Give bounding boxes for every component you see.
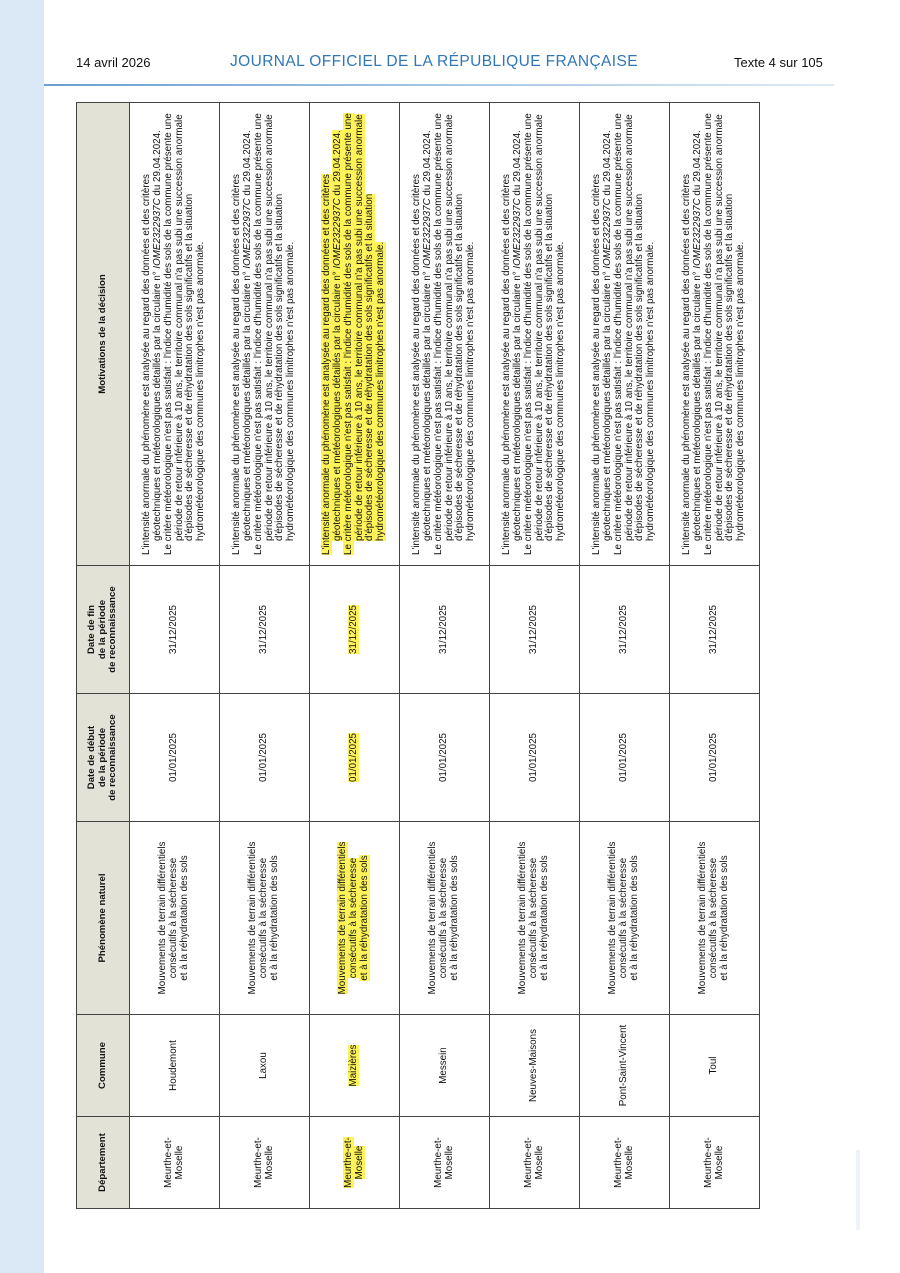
cell-date-fin bbox=[580, 566, 670, 694]
motivation-paragraph-1: L'intensité anormale du phénomène est analysée au regard des données et des critères géotechniques et météorologiques détaillés par la circulaire n° IOME2322937C du 29.04.2024. bbox=[230, 130, 253, 555]
cell-date-debut bbox=[580, 694, 670, 822]
motivation-paragraph-2: Le critère météorologique n'est pas satisfait : l'indice d'humidité des sols de la commune présente une période de retour inférieure à 10 ans, le territoire communal n'a pas subi une succession anormale d'épisodes de sécheresse et de réhydratation des sols significatifs et la situation hydrométéorologique des communes limitrophes n'est pas anormale. bbox=[252, 113, 297, 555]
phenomene-line-2: consécutifs à la sécheresse bbox=[348, 857, 360, 979]
table-row bbox=[490, 103, 580, 1209]
cell-departement bbox=[670, 1117, 760, 1209]
date-debut-text: 01/01/2025 bbox=[618, 732, 630, 783]
cell-motivations bbox=[400, 103, 490, 566]
circulaire-reference: IOME2322937C bbox=[421, 198, 433, 269]
cell-phenomene bbox=[400, 822, 490, 1015]
date-fin-text: 31/12/2025 bbox=[348, 604, 360, 655]
cell-departement bbox=[490, 1117, 580, 1209]
phenomene-line-3: et à la réhydratation des sols bbox=[178, 855, 190, 981]
date-fin-text: 31/12/2025 bbox=[708, 604, 720, 655]
circulaire-reference: IOME2322937C bbox=[331, 198, 343, 269]
phenomene-line-3: et à la réhydratation des sols bbox=[718, 855, 730, 981]
motivation-paragraph-1: L'intensité anormale du phénomène est analysée au regard des données et des critères géotechniques et météorologiques détaillés par la circulaire n° IOME2322937C du 29.04.2024. bbox=[320, 130, 343, 555]
cell-motivations bbox=[220, 103, 310, 566]
phenomene-line-2: consécutifs à la sécheresse bbox=[528, 857, 540, 979]
header-rule bbox=[44, 84, 834, 86]
left-margin-band bbox=[0, 0, 44, 1273]
decision-table bbox=[76, 102, 760, 1209]
motivation-paragraph-2: Le critère météorologique n'est pas satisfait : l'indice d'humidité des sols de la commune présente une période de retour inférieure à 10 ans, le territoire communal n'a pas subi une succession anormale d'épisodes de sécheresse et de réhydratation des sols significatifs et la situation hydrométéorologique des communes limitrophes n'est pas anormale. bbox=[342, 113, 387, 555]
cell-date-debut bbox=[220, 694, 310, 822]
motivation-paragraph-1: L'intensité anormale du phénomène est analysée au regard des données et des critères géotechniques et météorologiques détaillés par la circulaire n° IOME2322937C du 29.04.2024. bbox=[410, 130, 433, 555]
circulaire-reference: IOME2322937C bbox=[601, 198, 613, 269]
rotated-table-wrapper bbox=[76, 103, 760, 1209]
cell-motivations bbox=[490, 103, 580, 566]
phenomene-line-2: consécutifs à la sécheresse bbox=[168, 857, 180, 979]
cell-date-debut bbox=[130, 694, 220, 822]
page-header bbox=[44, 48, 900, 82]
cell-phenomene bbox=[130, 822, 220, 1015]
departement-text: Meurthe-et-Moselle bbox=[612, 1137, 635, 1188]
departement-text: Meurthe-et-Moselle bbox=[432, 1137, 455, 1188]
commune-text: Houdemont bbox=[168, 1040, 180, 1091]
phenomene-line-1: Mouvements de terrain différentiels bbox=[157, 841, 169, 995]
table-row bbox=[310, 103, 400, 1209]
commune-text: Maizières bbox=[348, 1044, 360, 1087]
cell-departement bbox=[580, 1117, 670, 1209]
col-commune: Commune bbox=[77, 1015, 130, 1117]
phenomene-line-3: et à la réhydratation des sols bbox=[448, 855, 460, 981]
col-date-fin: Date de fin de la période de reconnaissance bbox=[77, 566, 130, 694]
commune-text: Pont-Saint-Vincent bbox=[618, 1024, 630, 1107]
motivation-paragraph-1: L'intensité anormale du phénomène est analysée au regard des données et des critères géotechniques et météorologiques détaillés par la circulaire n° IOME2322937C du 29.04.2024. bbox=[140, 130, 163, 555]
commune-text: Messein bbox=[438, 1047, 450, 1084]
journal-title: JOURNAL OFFICIEL DE LA RÉPUBLIQUE FRANÇAISE bbox=[230, 53, 638, 70]
phenomene-line-1: Mouvements de terrain différentiels bbox=[697, 841, 709, 995]
cell-departement bbox=[220, 1117, 310, 1209]
phenomene-line-3: et à la réhydratation des sols bbox=[538, 855, 550, 981]
phenomene-line-2: consécutifs à la sécheresse bbox=[258, 857, 270, 979]
phenomene-line-1: Mouvements de terrain différentiels bbox=[247, 841, 259, 995]
cell-date-debut bbox=[400, 694, 490, 822]
motivation-paragraph-2: Le critère météorologique n'est pas satisfait : l'indice d'humidité des sols de la commune présente une période de retour inférieure à 10 ans, le territoire communal n'a pas subi une succession anormale d'épisodes de sécheresse et de réhydratation des sols significatifs et la situation hydrométéorologique des communes limitrophes n'est pas anormale. bbox=[162, 113, 207, 555]
cell-departement bbox=[130, 1117, 220, 1209]
cell-commune bbox=[670, 1015, 760, 1117]
cell-phenomene bbox=[220, 822, 310, 1015]
cell-departement bbox=[400, 1117, 490, 1209]
cell-commune bbox=[310, 1015, 400, 1117]
cell-commune bbox=[400, 1015, 490, 1117]
publication-date: 14 avril 2026 bbox=[76, 55, 151, 70]
page-edge-shade bbox=[856, 1150, 860, 1230]
table-row bbox=[220, 103, 310, 1209]
phenomene-line-3: et à la réhydratation des sols bbox=[358, 855, 370, 981]
table-frame bbox=[76, 103, 760, 1209]
cell-motivations bbox=[310, 103, 400, 566]
table-row bbox=[670, 103, 760, 1209]
cell-date-fin bbox=[220, 566, 310, 694]
date-debut-text: 01/01/2025 bbox=[528, 732, 540, 783]
cell-phenomene bbox=[490, 822, 580, 1015]
circulaire-reference: IOME2322937C bbox=[151, 198, 163, 269]
col-phenomene: Phénomène naturel bbox=[77, 822, 130, 1015]
phenomene-line-1: Mouvements de terrain différentiels bbox=[337, 841, 349, 995]
departement-text: Meurthe-et-Moselle bbox=[252, 1137, 275, 1188]
cell-motivations bbox=[580, 103, 670, 566]
date-debut-text: 01/01/2025 bbox=[708, 732, 720, 783]
commune-text: Laxou bbox=[258, 1052, 270, 1079]
motivation-paragraph-2: Le critère météorologique n'est pas satisfait : l'indice d'humidité des sols de la commune présente une période de retour inférieure à 10 ans, le territoire communal n'a pas subi une succession anormale d'épisodes de sécheresse et de réhydratation des sols significatifs et la situation hydrométéorologique des communes limitrophes n'est pas anormale. bbox=[432, 113, 477, 555]
motivation-paragraph-2: Le critère météorologique n'est pas satisfait : l'indice d'humidité des sols de la commune présente une période de retour inférieure à 10 ans, le territoire communal n'a pas subi une succession anormale d'épisodes de sécheresse et de réhydratation des sols significatifs et la situation hydrométéorologique des communes limitrophes n'est pas anormale. bbox=[702, 113, 747, 555]
circulaire-reference: IOME2322937C bbox=[511, 198, 523, 269]
departement-text: Meurthe-et-Moselle bbox=[342, 1137, 365, 1188]
cell-date-fin bbox=[130, 566, 220, 694]
motivation-paragraph-1: L'intensité anormale du phénomène est analysée au regard des données et des critères géotechniques et météorologiques détaillés par la circulaire n° IOME2322937C du 29.04.2024. bbox=[500, 130, 523, 555]
phenomene-line-1: Mouvements de terrain différentiels bbox=[517, 841, 529, 995]
cell-commune bbox=[580, 1015, 670, 1117]
cell-phenomene bbox=[670, 822, 760, 1015]
table-header-row bbox=[77, 103, 130, 1209]
motivation-paragraph-2: Le critère météorologique n'est pas satisfait : l'indice d'humidité des sols de la commune présente une période de retour inférieure à 10 ans, le territoire communal n'a pas subi une succession anormale d'épisodes de sécheresse et de réhydratation des sols significatifs et la situation hydrométéorologique des communes limitrophes n'est pas anormale. bbox=[522, 113, 567, 555]
date-fin-text: 31/12/2025 bbox=[618, 604, 630, 655]
date-debut-text: 01/01/2025 bbox=[348, 732, 360, 783]
cell-date-fin bbox=[400, 566, 490, 694]
text-reference: Texte 4 sur 105 bbox=[734, 55, 823, 70]
phenomene-line-2: consécutifs à la sécheresse bbox=[438, 857, 450, 979]
date-debut-text: 01/01/2025 bbox=[258, 732, 270, 783]
cell-date-debut bbox=[490, 694, 580, 822]
cell-date-fin bbox=[490, 566, 580, 694]
phenomene-line-1: Mouvements de terrain différentiels bbox=[427, 841, 439, 995]
commune-text: Toul bbox=[708, 1056, 720, 1075]
circulaire-reference: IOME2322937C bbox=[691, 198, 703, 269]
table-row bbox=[580, 103, 670, 1209]
table-row bbox=[400, 103, 490, 1209]
date-fin-text: 31/12/2025 bbox=[438, 604, 450, 655]
cell-motivations bbox=[670, 103, 760, 566]
motivation-paragraph-2: Le critère météorologique n'est pas satisfait : l'indice d'humidité des sols de la commune présente une période de retour inférieure à 10 ans, le territoire communal n'a pas subi une succession anormale d'épisodes de sécheresse et de réhydratation des sols significatifs et la situation hydrométéorologique des communes limitrophes n'est pas anormale. bbox=[612, 113, 657, 555]
departement-text: Meurthe-et-Moselle bbox=[522, 1137, 545, 1188]
date-debut-text: 01/01/2025 bbox=[438, 732, 450, 783]
cell-date-debut bbox=[310, 694, 400, 822]
circulaire-reference: IOME2322937C bbox=[241, 198, 253, 269]
cell-date-fin bbox=[310, 566, 400, 694]
cell-date-fin bbox=[670, 566, 760, 694]
cell-commune bbox=[220, 1015, 310, 1117]
date-debut-text: 01/01/2025 bbox=[168, 732, 180, 783]
cell-motivations bbox=[130, 103, 220, 566]
col-departement: Département bbox=[77, 1117, 130, 1209]
motivation-paragraph-1: L'intensité anormale du phénomène est analysée au regard des données et des critères géotechniques et météorologiques détaillés par la circulaire n° IOME2322937C du 29.04.2024. bbox=[680, 130, 703, 555]
phenomene-line-3: et à la réhydratation des sols bbox=[268, 855, 280, 981]
departement-text: Meurthe-et-Moselle bbox=[162, 1137, 185, 1188]
commune-text: Neuves-Maisons bbox=[528, 1029, 540, 1102]
cell-phenomene bbox=[310, 822, 400, 1015]
date-fin-text: 31/12/2025 bbox=[258, 604, 270, 655]
motivation-paragraph-1: L'intensité anormale du phénomène est analysée au regard des données et des critères géotechniques et météorologiques détaillés par la circulaire n° IOME2322937C du 29.04.2024. bbox=[590, 130, 613, 555]
phenomene-line-2: consécutifs à la sécheresse bbox=[618, 857, 630, 979]
phenomene-line-2: consécutifs à la sécheresse bbox=[708, 857, 720, 979]
cell-departement bbox=[310, 1117, 400, 1209]
cell-phenomene bbox=[580, 822, 670, 1015]
phenomene-line-3: et à la réhydratation des sols bbox=[628, 855, 640, 981]
date-fin-text: 31/12/2025 bbox=[528, 604, 540, 655]
table-row bbox=[130, 103, 220, 1209]
col-date-debut: Date de début de la période de reconnaissance bbox=[77, 694, 130, 822]
departement-text: Meurthe-et-Moselle bbox=[702, 1137, 725, 1188]
phenomene-line-1: Mouvements de terrain différentiels bbox=[607, 841, 619, 995]
cell-commune bbox=[130, 1015, 220, 1117]
date-fin-text: 31/12/2025 bbox=[168, 604, 180, 655]
col-motivations: Motivations de la décision bbox=[77, 103, 130, 566]
cell-date-debut bbox=[670, 694, 760, 822]
cell-commune bbox=[490, 1015, 580, 1117]
